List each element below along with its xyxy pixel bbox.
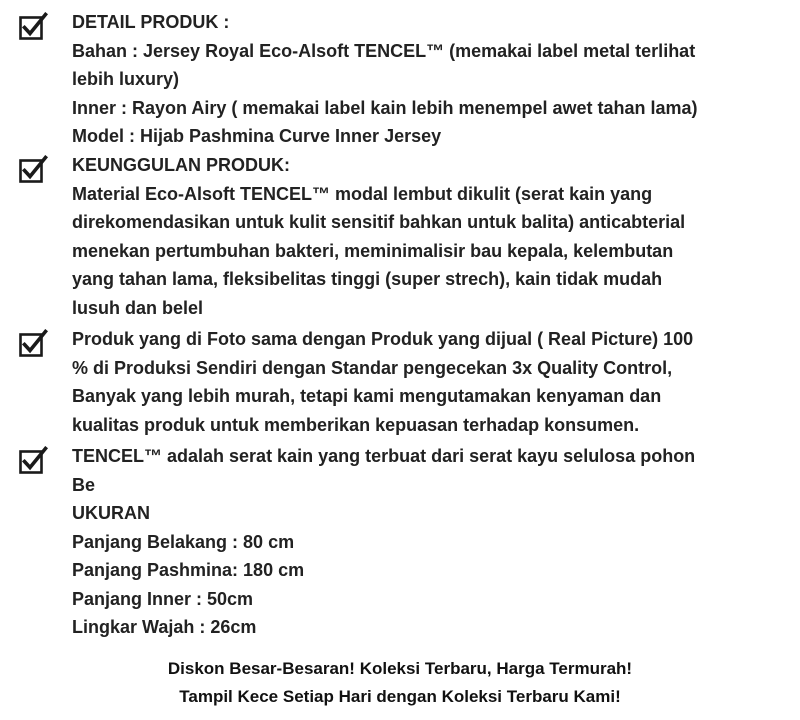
- text-line: Be: [72, 474, 96, 495]
- text-line: Material Eco-Alsoft TENCEL™ modal lembut dikulit (serat kain yang: [72, 183, 653, 204]
- promo-line-1: Diskon Besar-Besaran! Koleksi Terbaru, Harga Termurah!: [167, 659, 633, 678]
- checkbox-checked-icon: [18, 155, 48, 185]
- section-heading: DETAIL PRODUK :: [72, 12, 230, 32]
- text-line: Produk yang di Foto sama dengan Produk yang dijual ( Real Picture) 100: [72, 329, 694, 349]
- text-line: Banyak yang lebih murah, tetapi kami mengutamakan kenyaman dan: [72, 386, 662, 406]
- size-panjang-belakang: Panjang Belakang : 80 cm: [72, 531, 295, 552]
- size-lingkar-wajah: Lingkar Wajah : 26cm: [72, 617, 257, 637]
- promo-footer: [0, 655, 800, 711]
- text-line: yang tahan lama, fleksibelitas tinggi (super strech), kain tidak mudah: [72, 269, 663, 289]
- text-line: lebih luxury): [72, 69, 180, 89]
- text-line: % di Produksi Sendiri dengan Standar pengecekan 3x Quality Control,: [72, 357, 673, 378]
- size-panjang-pashmina: Panjang Pashmina: 180 cm: [72, 560, 305, 580]
- text-line: Model : Hijab Pashmina Curve Inner Jersey: [72, 126, 442, 146]
- text-line: TENCEL™ adalah serat kain yang terbuat dari serat kayu selulosa pohon: [72, 446, 696, 466]
- ukuran-heading: UKURAN: [72, 503, 150, 523]
- text-line: kualitas produk untuk memberikan kepuasan terhadap konsumen.: [72, 414, 640, 435]
- checkbox-checked-icon: [18, 446, 48, 476]
- checkbox-checked-icon: [18, 12, 48, 42]
- text-line: direkomendasikan untuk kulit sensitif bahkan untuk balita) anticabterial: [72, 212, 686, 232]
- text-line: menekan pertumbuhan bakteri, meminimalisir bau kepala, kelembutan: [72, 240, 674, 261]
- checkbox-checked-icon: [18, 329, 48, 359]
- text-line: Bahan : Jersey Royal Eco-Alsoft TENCEL™ (memakai label metal terlihat: [72, 40, 696, 61]
- section-heading: KEUNGGULAN PRODUK:: [72, 155, 290, 175]
- text-line: lusuh dan belel: [72, 297, 204, 318]
- promo-line-2: Tampil Kece Setiap Hari dengan Koleksi Terbaru Kami!: [179, 687, 621, 706]
- size-panjang-inner: Panjang Inner : 50cm: [72, 588, 254, 609]
- text-line: Inner : Rayon Airy ( memakai label kain lebih menempel awet tahan lama): [72, 97, 698, 118]
